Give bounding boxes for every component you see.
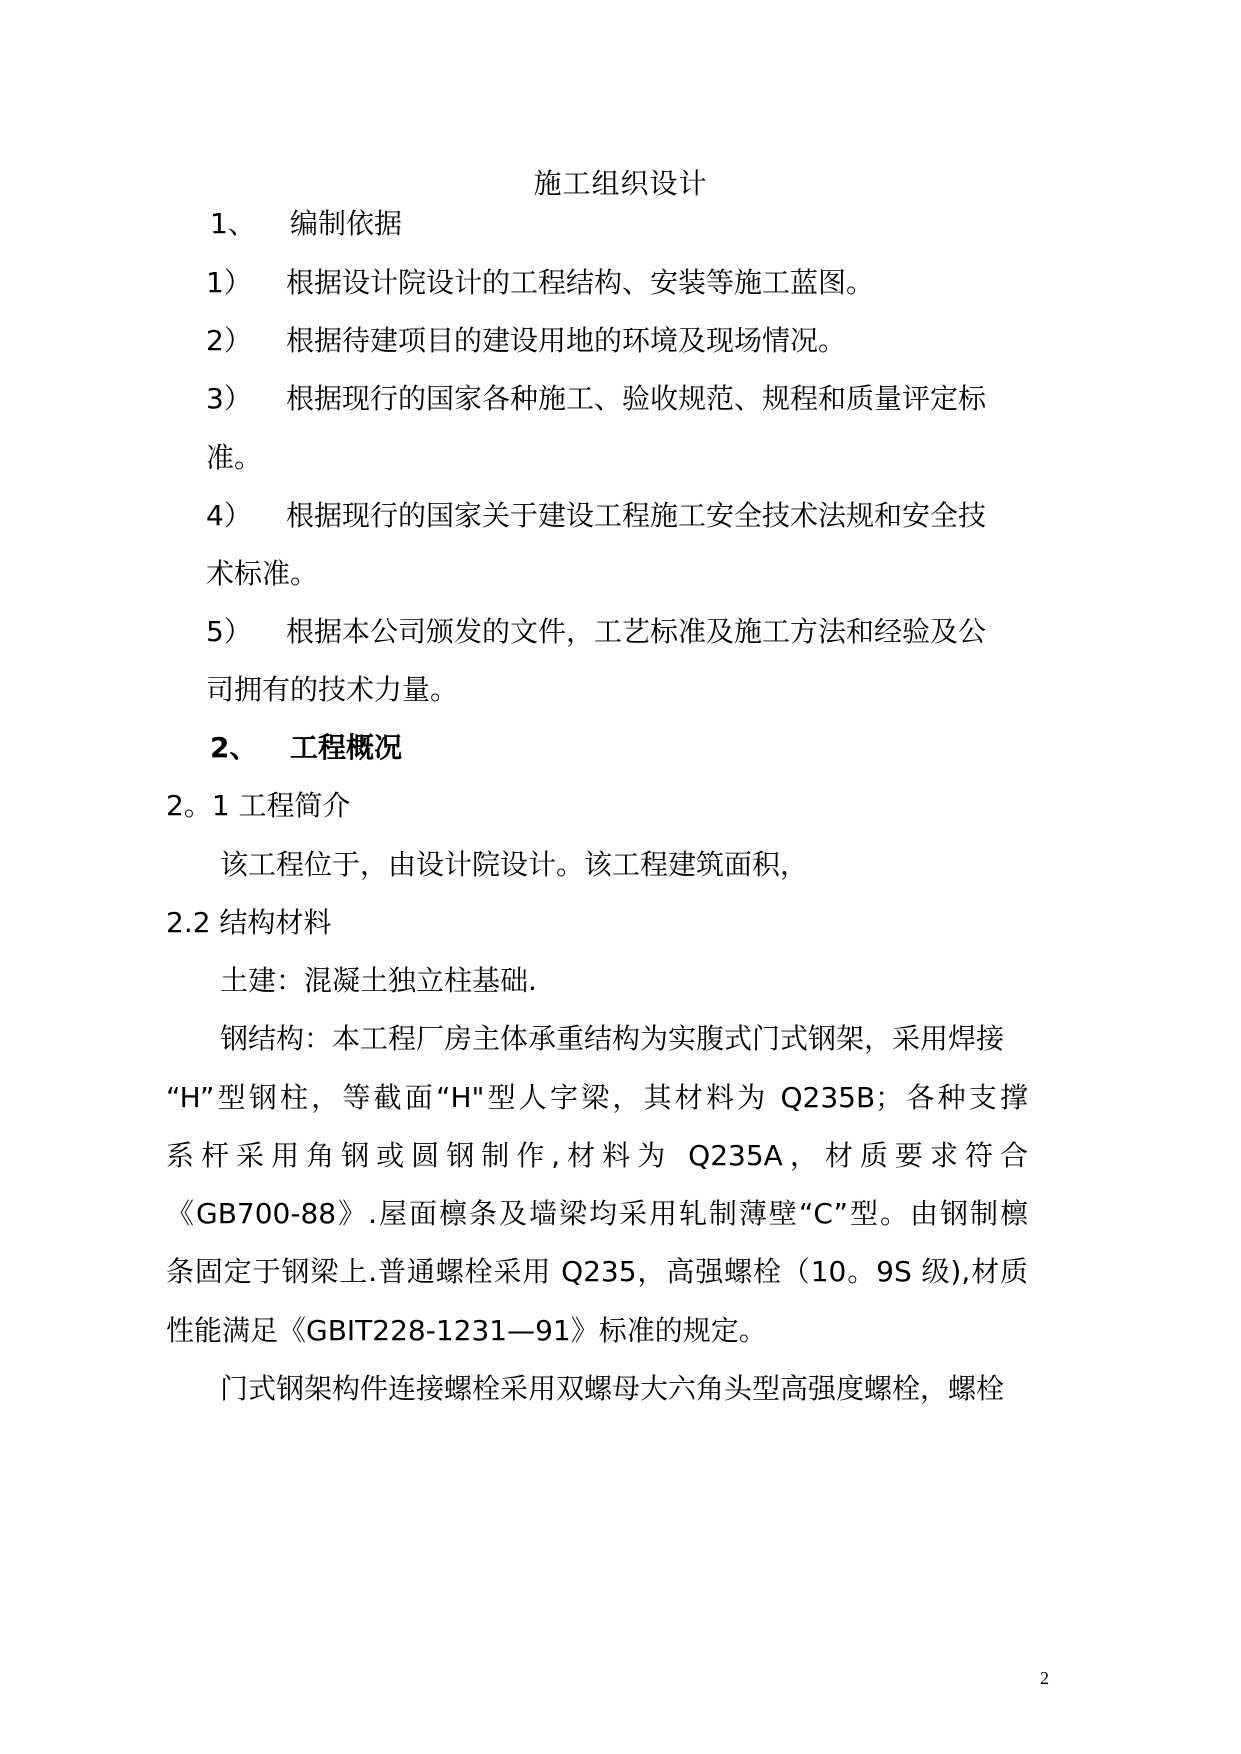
section-2-heading bbox=[210, 728, 402, 768]
list-text: 根据待建项目的建设用地的环境及现场情况。 bbox=[286, 324, 847, 357]
list-item bbox=[206, 263, 874, 303]
paragraph-2-1: 该工程位于，由设计院设计。该工程建筑面积， bbox=[220, 848, 809, 881]
paragraph-steel-line: 条固定于钢梁上.普通螺栓采用 Q235，高强螺栓（10。9S 级),材质 bbox=[166, 1255, 1028, 1288]
list-text: 根据本公司颁发的文件，工艺标准及施工方法和经验及公 bbox=[286, 615, 987, 648]
list-number: 2） bbox=[206, 324, 252, 357]
paragraph-civil: 土建：混凝土独立柱基础. bbox=[220, 964, 537, 997]
list-text: 根据现行的国家关于建设工程施工安全技术法规和安全技 bbox=[286, 499, 987, 532]
document-title: 施工组织设计 bbox=[533, 167, 708, 200]
list-item-continuation: 术标准。 bbox=[206, 557, 319, 590]
list-number: 4） bbox=[206, 499, 252, 532]
list-text: 根据设计院设计的工程结构、安装等施工蓝图。 bbox=[286, 266, 875, 299]
list-number: 5） bbox=[206, 615, 252, 648]
list-item bbox=[206, 612, 986, 652]
paragraph-steel-line: 性能满足《GBIT228-1231—91》标准的规定。 bbox=[166, 1314, 767, 1347]
list-item-continuation: 司拥有的技术力量。 bbox=[206, 673, 459, 706]
paragraph-steel-line: 钢结构：本工程厂房主体承重结构为实腹式门式钢架，采用焊接 bbox=[220, 1022, 1005, 1055]
list-item bbox=[206, 496, 986, 536]
list-number: 3） bbox=[206, 382, 252, 415]
list-item bbox=[206, 321, 846, 361]
subsection-2-1-heading: 2。1 工程简介 bbox=[166, 789, 351, 822]
section-number: 2、 bbox=[210, 731, 258, 764]
list-number: 1） bbox=[206, 266, 252, 299]
list-item-continuation: 准。 bbox=[206, 441, 263, 474]
list-item bbox=[206, 379, 986, 419]
paragraph-steel-line: 《GB700-88》.屋面檩条及墙梁均采用轧制薄壁“C”型。由钢制檩 bbox=[166, 1197, 1028, 1230]
section-number: 1、 bbox=[210, 207, 256, 240]
section-1-heading bbox=[210, 204, 402, 244]
page-number: 2 bbox=[1040, 1668, 1049, 1688]
list-text: 根据现行的国家各种施工、验收规范、规程和质量评定标 bbox=[286, 382, 987, 415]
section-title: 工程概况 bbox=[290, 731, 403, 764]
subsection-2-2-heading: 2.2 结构材料 bbox=[166, 906, 332, 939]
section-title: 编制依据 bbox=[290, 207, 403, 240]
paragraph-steel-line: 系杆采用角钢或圆钢制作,材料为 Q235A，材质要求符合 bbox=[166, 1139, 1028, 1172]
paragraph-steel-line: “H”型钢柱，等截面“H"型人字梁，其材料为 Q235B；各种支撑 bbox=[166, 1081, 1028, 1114]
paragraph-bolts: 门式钢架构件连接螺栓采用双螺母大六角头型高强度螺栓，螺栓 bbox=[220, 1372, 1005, 1405]
